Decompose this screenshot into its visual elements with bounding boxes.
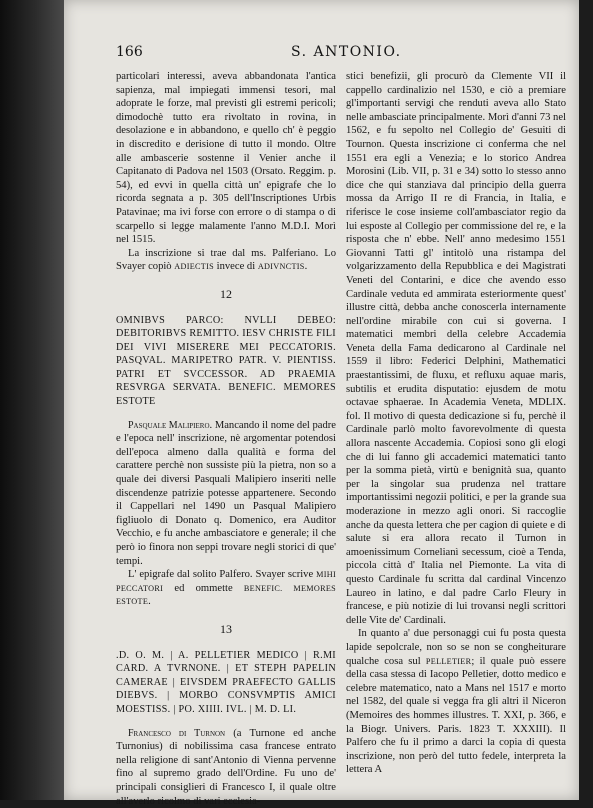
left-paragraph-4-text-b: ed ommette	[174, 582, 233, 594]
name-pasquale-malipiero: Pasquale Malipiero	[128, 419, 210, 431]
inscription-12: OMNIBVS PARCO: NVLLI DEBEO: DEBITORIBVS REMITTO. IESV CHRISTE FILI DEI VIVI MISERERE MEI PECCATORIS. PASQVAL. MARIPETRO PATR. V. PIENTISS. PATRI ET SVCCESSOR. AD PRAEMIA RESVRGA SERVATA. BENEFIC. MEMORES ESTOTE	[116, 314, 336, 408]
right-paragraph-2	[346, 627, 566, 777]
variant-word-adiunctis: ADIVNCTIS	[257, 262, 305, 272]
right-column	[346, 70, 566, 777]
right-paragraph-1: stici benefizii, gli procurò da Clemente VII il cappello cardinalizio nel 1530, e ciò a premiare gl'importanti servigi che renduti aveva allo Stato nelle ambasciate principalmente. Morì d'anni 73 nel 1562, e fu sepolto nel Collegio de' Gesuiti di Tournon. Questa inscrizione ci conferma che nel 1551 era egli a Venezia; e lo storico Andrea Morosini (Lib. VII, p. 31 e 34) sotto lo stesso anno dice che qui stanziava dal principio della guerra mossa da Arrigo II re di Francia, in Italia, e riferisce le cose insieme coll'ambasciator regio da lui esposte al Collegio per commissione del re, e la risposta che n' ebbe. Nell' anno medesimo 1551 Giovanni Tatti gl' intitolò una ristampa del volgarizzamento della Repubblica e dei Magistrati Veneti del Contarini, e dice che avendo esso Cardinale veduta ed ammirata esteriormente quest' illustre città, debba anche conoscerla internamente nell'ordine mirabile con cui si governa. I matematici membri della celebre Accademia Veneta della Fama dedicarono al Cardinale nel 1559 il libro: Federici Delphini, Mathematici praestantissimi, de fluxu, et refluxu aquae maris, subtilis et erudita disputatio: ejusdem de motu octavae sphaerae. In Academia Veneta, MDLIX. fol. Il motivo di questa dedicazione si fu, perchè il Cardinale parlò molto favorevolmente di questa allora nascente Accademia. Copiosi sono gli elogi che di lui fanno gli accademici matematici tanto per la somma pietà, virtù e benignità sua, quanto per la singolar sua prudenza nel trattare importantissimi negozii politici, e per la grande sua moderazione in mezzo agli onori. Si raccoglie anche da questa lettera che per cagion di quiete e di salute si era allora recato il Turnon in amoenissimum Cornelianì secessum, cioè a Tenda, piccola città d' Italia nel Piemonte. La vita di questo Cardinale fu scritta dal cardinal Vincenzo Laureo in latino, e dal padre Carlo Fleury in francese, e più notizie di lui trovansi negli scrittori delle Vite de' Cardinali.	[346, 71, 566, 626]
variant-word-benefic: BENEFIC. MEMORES ESTOTE	[116, 583, 336, 607]
name-francesco-di-turnon: Francesco di Turnon	[128, 727, 226, 739]
left-paragraph-1: particolari interessi, aveva abbandonata l'antica sapienza, mal impiegati immensi tesori, mal adoprate le forze, mal previsti gli estremi pericoli; dimodochè tutto era rivoltato in rovina, in desolazione e in abbandono, e quello ch' è peggio in discredito e derisione di tutto il mondo. Oltre alle ambascerie sostenne il Venier anche il Capitanato di Padova nel 1503 (Orsato. Reggim. p. 54), ed evvi in quella città un' epigrafe che lo ricorda segnata a p. 305 dell'Inscriptiones Urbis Patavinae; ma ivi forse con errore o di stampa o di scarpello si legge malamente l'anno M.D.I. Morì nel 1515.	[116, 71, 336, 246]
page-header	[116, 44, 556, 66]
left-paragraph-5	[116, 727, 336, 808]
variant-word-mihi-peccatori: MIHI PECCATORI	[116, 570, 336, 593]
left-paragraph-4: L' epigrafe dal solito Palfero. Svayer scrive MIHI PECCATORI ed ommette BENEFIC. MEMORES ESTOTE.	[116, 569, 336, 608]
scan-left-edge	[0, 0, 64, 800]
inscription-13: .D. O. M. | A. PELLETIER MEDICO | R.MI CARD. A TVRNONE. | ET STEPH PAPELIN CAMERAE | EIVSDEM PRAEFECTO GALLIS DIEBVS. | MORBO CONSVMPTIS AMICI MOESTISS. | PO. XIIII. IVL. | M. D. LI.	[116, 649, 336, 715]
left-paragraph-5-text: (a Turnone ed anche Turnonius) di nobilissima casa francese entrato nella religione di sant'Antonio di Vienna pervenne fino al supremo grado dell'Ordine. Fu uno de' principali consiglieri di Francesco I, il quale oltre all'averlo ricolmo di vari ecclesia-	[116, 727, 336, 807]
left-column	[116, 70, 336, 808]
section-number-13: 13	[220, 621, 232, 636]
page-number: 166	[116, 44, 143, 60]
variant-word-adiectis: ADIECTIS	[174, 262, 214, 272]
book-page	[64, 0, 579, 807]
left-paragraph-3-text: . Mancando il nome del padre e l'epoca nell' inscrizione, nè argomentar potendosi dell'epoca almeno dalla qualità e forma del carattere perchè non sussiste più la pietra, non so a quale dei diversi Pasquali Malipiero inseriti nelle discendenze patrizie potesse appartenere. Secondo il Cappellari nel 1490 un Pasqual Malipiero figliuolo di Donato q. Domenico, era Auditor Vecchio, e fu anche ambasciatore e generale; il che però io finora non seppi trovare negli storici di que' tempi.	[116, 419, 337, 567]
section-number-12: 12	[220, 286, 232, 301]
right-paragraph-2-text-a: In quanto a' due personaggi cui fu posta questa lapide sepolcrale, non so se non se congheiturare qualche cosa sul	[346, 628, 566, 667]
left-paragraph-3	[116, 419, 336, 569]
word-pelletier: PELLETIER	[425, 656, 472, 666]
running-title: S. ANTONIO.	[291, 44, 402, 60]
left-paragraph-2-text-a: La inscrizione si trae dal ms. Palferiano. Lo Svayer copiò	[116, 247, 336, 273]
left-paragraph-2-text-b: invece di	[216, 261, 256, 273]
left-paragraph-2: La inscrizione si trae dal ms. Palferiano. Lo Svayer copiò ADIECTIS invece di ADIVNCTIS.	[116, 247, 336, 273]
left-paragraph-4-text-a: L' epigrafe dal solito Palfero. Svayer scrive	[128, 569, 314, 581]
right-paragraph-2-text-b: ; il quale può essere della casa stessa di Iacopo Pelletier, dotto medico e celebre matematico, nato a Mans nel 1517 e morto nel 1582, del quale si vegga fra gli altri il Niceron (Memoires des hommes illustres. T. XXI, p. 366, e la Biogr. Univers. Paris. 1823 T. XXXIII). Il Palfero che fu il primo a darci la copia di questa inscrizione, non però del tutto fedele, interpreta la lettera A	[346, 655, 566, 776]
